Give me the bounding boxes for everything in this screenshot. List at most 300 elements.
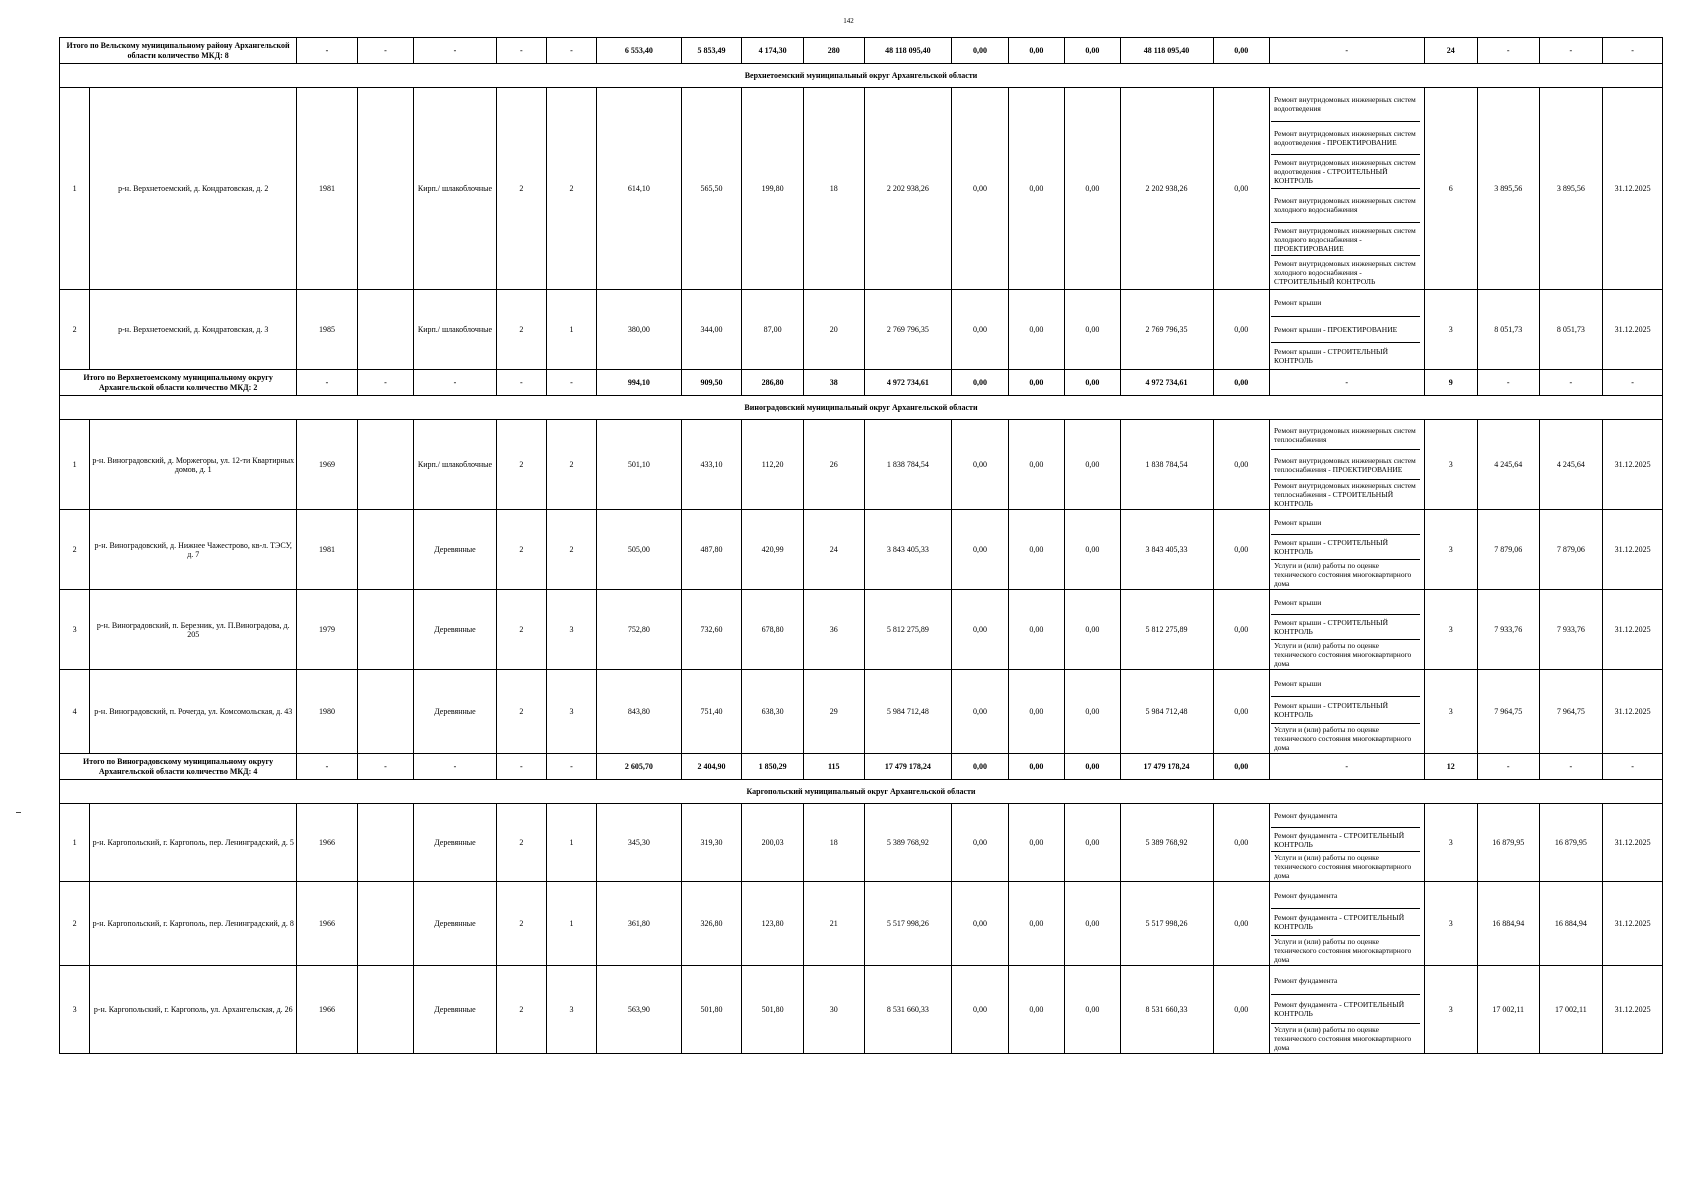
repair-works-cell <box>1269 882 1424 966</box>
house-row <box>60 590 1663 670</box>
living-area: 732,60 <box>681 590 742 670</box>
unit-cost: 7 964,75 <box>1477 670 1539 754</box>
living-area: 319,30 <box>681 804 742 882</box>
total-cell: 48 118 095,40 <box>864 38 952 64</box>
wall-material: Кирп./ шлакоблочные <box>414 290 497 370</box>
fund-federal: 0,00 <box>952 420 1008 510</box>
repair-work-item: Услуги и (или) работы по оценке технического состояния многоквартирного дома <box>1273 641 1412 668</box>
row-number: 3 <box>60 590 90 670</box>
total-area: 563,90 <box>597 966 682 1054</box>
row-number: 4 <box>60 670 90 754</box>
house-address: р-н. Каргопольский, г. Каргополь, пер. Ленинградский, д. 5 <box>90 804 297 882</box>
section-row <box>60 780 1663 804</box>
fund-regional: 0,00 <box>1008 882 1064 966</box>
fund-regional: 0,00 <box>1008 670 1064 754</box>
fund-local: 0,00 <box>1065 510 1120 590</box>
deadline: 31.12.2025 <box>1603 670 1663 754</box>
total-cell: - <box>1539 370 1603 396</box>
fund-federal: 0,00 <box>952 966 1008 1054</box>
repair-work-item: Ремонт внутридомовых инженерных систем холодного водоснабжения - СТРОИТЕЛЬНЫЙ КОНТРОЛЬ <box>1273 259 1416 287</box>
repair-cost-total: 5 812 275,89 <box>864 590 952 670</box>
repair-works-cell <box>1269 670 1424 754</box>
other-sources: 0,00 <box>1213 510 1269 590</box>
row-number: 1 <box>60 420 90 510</box>
year-reconstruction <box>357 590 413 670</box>
owned-area: 501,80 <box>742 966 804 1054</box>
fund-owners: 5 812 275,89 <box>1120 590 1213 670</box>
floors-count: 2 <box>496 420 546 510</box>
unit-cost: 17 002,11 <box>1477 966 1539 1054</box>
total-area: 501,10 <box>597 420 682 510</box>
year-reconstruction <box>357 670 413 754</box>
repair-cost-total: 1 838 784,54 <box>864 420 952 510</box>
owned-area: 123,80 <box>742 882 804 966</box>
year-built: 1985 <box>297 290 358 370</box>
repair-work-item: Ремонт крыши <box>1271 590 1420 615</box>
residents-count: 18 <box>803 88 864 290</box>
fund-owners: 5 984 712,48 <box>1120 670 1213 754</box>
total-area: 361,80 <box>597 882 682 966</box>
repair-work-item: Ремонт внутридомовых инженерных систем теплоснабжения - ПРОЕКТИРОВАНИЕ <box>1271 450 1420 480</box>
section-row <box>60 64 1663 88</box>
total-area: 345,30 <box>597 804 682 882</box>
house-row <box>60 670 1663 754</box>
deadline: 31.12.2025 <box>1603 966 1663 1054</box>
repair-work-item: Услуги и (или) работы по оценке технического состояния многоквартирного дома <box>1273 725 1412 752</box>
year-built: 1966 <box>297 882 358 966</box>
repair-work-item: Ремонт внутридомовых инженерных систем теплоснабжения - СТРОИТЕЛЬНЫЙ КОНТРОЛЬ <box>1273 481 1416 508</box>
total-cell: 0,00 <box>1008 754 1064 780</box>
repair-work-item: Ремонт фундамента - СТРОИТЕЛЬНЫЙ КОНТРОЛЬ <box>1271 909 1420 936</box>
total-cell: 0,00 <box>1065 38 1120 64</box>
repair-works-list <box>1270 882 1424 965</box>
other-sources: 0,00 <box>1213 420 1269 510</box>
total-cell: 0,00 <box>952 38 1008 64</box>
house-address: р-н. Виноградовский, д. Моржегоры, ул. 12-ти Квартирных домов, д. 1 <box>90 420 297 510</box>
year-reconstruction <box>357 88 413 290</box>
house-row <box>60 88 1663 290</box>
total-cell: - <box>496 370 546 396</box>
fund-owners: 1 838 784,54 <box>1120 420 1213 510</box>
repair-work-item: Ремонт внутридомовых инженерных систем водоотведения - ПРОЕКТИРОВАНИЕ <box>1271 122 1420 156</box>
section-title: Виноградовский муниципальный округ Архангельской области <box>60 396 1663 420</box>
fund-federal: 0,00 <box>952 88 1008 290</box>
unit-cost: 3 895,56 <box>1477 88 1539 290</box>
repair-work-item: Ремонт крыши - СТРОИТЕЛЬНЫЙ КОНТРОЛЬ <box>1271 535 1420 560</box>
repair-works-cell <box>1269 420 1424 510</box>
fund-local: 0,00 <box>1065 670 1120 754</box>
deadline: 31.12.2025 <box>1603 510 1663 590</box>
repair-work-item: Ремонт фундамента <box>1271 966 1420 995</box>
repair-works-list <box>1270 590 1424 669</box>
unit-cost-limit: 4 245,64 <box>1539 420 1603 510</box>
floors-count: 2 <box>496 290 546 370</box>
deadline: 31.12.2025 <box>1603 88 1663 290</box>
unit-cost-limit: 16 884,94 <box>1539 882 1603 966</box>
total-cell: 2 404,90 <box>681 754 742 780</box>
unit-cost-limit: 3 895,56 <box>1539 88 1603 290</box>
total-cell: 38 <box>803 370 864 396</box>
total-cell: 2 605,70 <box>597 754 682 780</box>
other-sources: 0,00 <box>1213 670 1269 754</box>
repair-cost-total: 2 769 796,35 <box>864 290 952 370</box>
works-count: 6 <box>1424 88 1477 290</box>
floors-count: 2 <box>496 510 546 590</box>
residents-count: 21 <box>803 882 864 966</box>
house-row <box>60 966 1663 1054</box>
total-cell: 4 174,30 <box>742 38 804 64</box>
fund-owners: 5 517 998,26 <box>1120 882 1213 966</box>
house-address: р-н. Верхнетоемский, д. Кондратовская, д. 2 <box>90 88 297 290</box>
total-cell: 9 <box>1424 370 1477 396</box>
unit-cost-limit: 16 879,95 <box>1539 804 1603 882</box>
total-cell: - <box>546 38 596 64</box>
works-count: 3 <box>1424 804 1477 882</box>
unit-cost-limit: 7 879,06 <box>1539 510 1603 590</box>
unit-cost-limit: 7 933,76 <box>1539 590 1603 670</box>
fund-federal: 0,00 <box>952 290 1008 370</box>
total-cell: 4 972 734,61 <box>864 370 952 396</box>
wall-material: Деревянные <box>414 966 497 1054</box>
house-address: р-н. Верхнетоемский, д. Кондратовская, д. 3 <box>90 290 297 370</box>
total-cell: 6 553,40 <box>597 38 682 64</box>
house-address: р-н. Виноградовский, д. Нижнее Чажестрово, кв-л. ТЭСУ, д. 7 <box>90 510 297 590</box>
entrances-count: 3 <box>546 670 596 754</box>
repair-work-item: Ремонт фундамента - СТРОИТЕЛЬНЫЙ КОНТРОЛЬ <box>1271 995 1420 1024</box>
repair-work-item: Ремонт внутридомовых инженерных систем водоотведения - СТРОИТЕЛЬНЫЙ КОНТРОЛЬ <box>1271 155 1420 189</box>
living-area: 501,80 <box>681 966 742 1054</box>
entrances-count: 1 <box>546 290 596 370</box>
repair-work-item: Услуги и (или) работы по оценке технического состояния многоквартирного дома <box>1273 853 1412 880</box>
repair-work-item: Ремонт крыши <box>1271 510 1420 535</box>
living-area: 751,40 <box>681 670 742 754</box>
house-address: р-н. Каргопольский, г. Каргополь, пер. Ленинградский, д. 8 <box>90 882 297 966</box>
floors-count: 2 <box>496 882 546 966</box>
house-address: р-н. Виноградовский, п. Березник, ул. П.Виноградова, д. 205 <box>90 590 297 670</box>
repair-works-cell <box>1269 966 1424 1054</box>
repair-works-cell <box>1269 290 1424 370</box>
repair-work-item: Ремонт крыши - СТРОИТЕЛЬНЫЙ КОНТРОЛЬ <box>1271 615 1420 640</box>
unit-cost-limit: 17 002,11 <box>1539 966 1603 1054</box>
entrances-count: 1 <box>546 804 596 882</box>
total-label: Итого по Вельскому муниципальному району Архангельской области количество МКД: 8 <box>60 38 297 64</box>
fund-regional: 0,00 <box>1008 290 1064 370</box>
total-label: Итого по Верхнетоемскому муниципальному округу Архангельской области количество МКД: 2 <box>60 370 297 396</box>
repair-works-cell <box>1269 590 1424 670</box>
year-reconstruction <box>357 882 413 966</box>
repair-cost-total: 5 389 768,92 <box>864 804 952 882</box>
floors-count: 2 <box>496 966 546 1054</box>
unit-cost-limit: 8 051,73 <box>1539 290 1603 370</box>
entrances-count: 1 <box>546 882 596 966</box>
repair-works-list <box>1270 88 1424 289</box>
residents-count: 36 <box>803 590 864 670</box>
entrances-count: 3 <box>546 590 596 670</box>
repair-work-item: Ремонт фундамента <box>1271 804 1420 828</box>
works-count: 3 <box>1424 420 1477 510</box>
fund-regional: 0,00 <box>1008 590 1064 670</box>
row-number: 2 <box>60 510 90 590</box>
total-cell: 115 <box>803 754 864 780</box>
other-sources: 0,00 <box>1213 966 1269 1054</box>
repair-works-list <box>1270 420 1424 509</box>
capital-repair-register-table <box>59 37 1663 1054</box>
wall-material: Деревянные <box>414 804 497 882</box>
year-built: 1966 <box>297 804 358 882</box>
floors-count: 2 <box>496 88 546 290</box>
works-count: 3 <box>1424 882 1477 966</box>
total-cell: 286,80 <box>742 370 804 396</box>
repair-cost-total: 2 202 938,26 <box>864 88 952 290</box>
repair-work-item: Ремонт внутридомовых инженерных систем теплоснабжения <box>1271 420 1420 450</box>
unit-cost: 7 879,06 <box>1477 510 1539 590</box>
year-reconstruction <box>357 290 413 370</box>
total-cell: - <box>1603 370 1663 396</box>
total-cell: 48 118 095,40 <box>1120 38 1213 64</box>
fund-regional: 0,00 <box>1008 966 1064 1054</box>
repair-cost-total: 8 531 660,33 <box>864 966 952 1054</box>
total-cell: 280 <box>803 38 864 64</box>
repair-works-cell <box>1269 804 1424 882</box>
total-cell: - <box>1477 754 1539 780</box>
deadline: 31.12.2025 <box>1603 804 1663 882</box>
works-count: 3 <box>1424 966 1477 1054</box>
entrances-count: 2 <box>546 510 596 590</box>
year-built: 1981 <box>297 88 358 290</box>
row-number: 1 <box>60 804 90 882</box>
total-area: 614,10 <box>597 88 682 290</box>
total-cell: 0,00 <box>1065 754 1120 780</box>
repair-work-item: Ремонт внутридомовых инженерных систем водоотведения <box>1271 88 1420 122</box>
unit-cost-limit: 7 964,75 <box>1539 670 1603 754</box>
residents-count: 26 <box>803 420 864 510</box>
repair-work-item: Услуги и (или) работы по оценке технического состояния многоквартирного дома <box>1273 1025 1412 1052</box>
total-cell: - <box>1539 38 1603 64</box>
repair-works-cell <box>1269 510 1424 590</box>
fund-owners: 8 531 660,33 <box>1120 966 1213 1054</box>
house-row <box>60 420 1663 510</box>
unit-cost: 8 051,73 <box>1477 290 1539 370</box>
works-count: 3 <box>1424 510 1477 590</box>
total-area: 505,00 <box>597 510 682 590</box>
repair-work-item: Ремонт крыши <box>1271 670 1420 697</box>
total-cell: - <box>496 754 546 780</box>
total-cell: 0,00 <box>1213 38 1269 64</box>
total-area: 380,00 <box>597 290 682 370</box>
total-cell: - <box>357 754 413 780</box>
house-row <box>60 804 1663 882</box>
fund-local: 0,00 <box>1065 966 1120 1054</box>
deadline: 31.12.2025 <box>1603 420 1663 510</box>
repair-cost-total: 5 984 712,48 <box>864 670 952 754</box>
entrances-count: 2 <box>546 88 596 290</box>
total-cell: - <box>1603 754 1663 780</box>
living-area: 344,00 <box>681 290 742 370</box>
floors-count: 2 <box>496 590 546 670</box>
repair-cost-total: 5 517 998,26 <box>864 882 952 966</box>
fund-local: 0,00 <box>1065 882 1120 966</box>
total-cell: - <box>297 38 358 64</box>
owned-area: 199,80 <box>742 88 804 290</box>
total-cell: 5 853,49 <box>681 38 742 64</box>
repair-works-list <box>1270 290 1424 369</box>
residents-count: 24 <box>803 510 864 590</box>
year-built: 1980 <box>297 670 358 754</box>
fund-local: 0,00 <box>1065 420 1120 510</box>
section-title: Каргопольский муниципальный округ Архангельской области <box>60 780 1663 804</box>
owned-area: 638,30 <box>742 670 804 754</box>
fund-local: 0,00 <box>1065 804 1120 882</box>
section-title: Верхнетоемский муниципальный округ Архангельской области <box>60 64 1663 88</box>
repair-work-item: Ремонт внутридомовых инженерных систем холодного водоснабжения <box>1271 189 1420 223</box>
total-cell: 0,00 <box>1008 38 1064 64</box>
total-cell: 0,00 <box>952 754 1008 780</box>
total-cell: 4 972 734,61 <box>1120 370 1213 396</box>
house-address: р-н. Каргопольский, г. Каргополь, ул. Архангельская, д. 26 <box>90 966 297 1054</box>
total-row <box>60 370 1663 396</box>
total-cell: - <box>1539 754 1603 780</box>
fund-owners: 3 843 405,33 <box>1120 510 1213 590</box>
fund-federal: 0,00 <box>952 882 1008 966</box>
total-cell: 17 479 178,24 <box>1120 754 1213 780</box>
owned-area: 87,00 <box>742 290 804 370</box>
unit-cost: 16 884,94 <box>1477 882 1539 966</box>
total-cell: - <box>357 38 413 64</box>
year-reconstruction <box>357 510 413 590</box>
year-built: 1969 <box>297 420 358 510</box>
repair-work-item: Ремонт крыши - ПРОЕКТИРОВАНИЕ <box>1271 317 1420 344</box>
total-cell: - <box>1269 754 1424 780</box>
row-number: 1 <box>60 88 90 290</box>
page-number: 142 <box>843 17 854 25</box>
table-body <box>60 38 1663 1054</box>
total-cell: - <box>357 370 413 396</box>
other-sources: 0,00 <box>1213 590 1269 670</box>
repair-work-item: Ремонт крыши <box>1271 290 1420 317</box>
entrances-count: 2 <box>546 420 596 510</box>
works-count: 3 <box>1424 590 1477 670</box>
wall-material: Деревянные <box>414 670 497 754</box>
repair-work-item: Ремонт внутридомовых инженерных систем холодного водоснабжения - ПРОЕКТИРОВАНИЕ <box>1271 223 1420 257</box>
total-area: 843,80 <box>597 670 682 754</box>
row-number: 2 <box>60 882 90 966</box>
owned-area: 112,20 <box>742 420 804 510</box>
total-cell: 1 850,29 <box>742 754 804 780</box>
total-area: 752,80 <box>597 590 682 670</box>
fund-regional: 0,00 <box>1008 88 1064 290</box>
total-cell: 0,00 <box>1065 370 1120 396</box>
other-sources: 0,00 <box>1213 882 1269 966</box>
row-number: 3 <box>60 966 90 1054</box>
residents-count: 18 <box>803 804 864 882</box>
other-sources: 0,00 <box>1213 88 1269 290</box>
living-area: 565,50 <box>681 88 742 290</box>
row-number: 2 <box>60 290 90 370</box>
repair-works-list <box>1270 510 1424 589</box>
total-cell: - <box>1477 370 1539 396</box>
living-area: 326,80 <box>681 882 742 966</box>
total-cell: - <box>1477 38 1539 64</box>
residents-count: 30 <box>803 966 864 1054</box>
works-count: 3 <box>1424 670 1477 754</box>
repair-cost-total: 3 843 405,33 <box>864 510 952 590</box>
total-row <box>60 38 1663 64</box>
house-row <box>60 510 1663 590</box>
repair-work-item: Услуги и (или) работы по оценке технического состояния многоквартирного дома <box>1273 937 1412 964</box>
fund-federal: 0,00 <box>952 670 1008 754</box>
year-built: 1966 <box>297 966 358 1054</box>
wall-material: Деревянные <box>414 882 497 966</box>
repair-works-list <box>1270 670 1424 753</box>
fund-federal: 0,00 <box>952 804 1008 882</box>
wall-material: Деревянные <box>414 510 497 590</box>
year-built: 1981 <box>297 510 358 590</box>
total-cell: - <box>546 754 596 780</box>
deadline: 31.12.2025 <box>1603 882 1663 966</box>
owned-area: 420,99 <box>742 510 804 590</box>
fund-local: 0,00 <box>1065 590 1120 670</box>
total-cell: - <box>546 370 596 396</box>
unit-cost: 16 879,95 <box>1477 804 1539 882</box>
fund-owners: 2 769 796,35 <box>1120 290 1213 370</box>
scan-mark <box>16 812 21 813</box>
wall-material: Деревянные <box>414 590 497 670</box>
unit-cost: 4 245,64 <box>1477 420 1539 510</box>
total-cell: - <box>1269 370 1424 396</box>
year-built: 1979 <box>297 590 358 670</box>
total-cell: - <box>1269 38 1424 64</box>
owned-area: 678,80 <box>742 590 804 670</box>
total-label: Итого по Виноградовскому муниципальному округу Архангельской области количество МКД: 4 <box>60 754 297 780</box>
fund-owners: 2 202 938,26 <box>1120 88 1213 290</box>
year-reconstruction <box>357 804 413 882</box>
entrances-count: 3 <box>546 966 596 1054</box>
total-cell: - <box>414 38 497 64</box>
living-area: 487,80 <box>681 510 742 590</box>
residents-count: 20 <box>803 290 864 370</box>
house-address: р-н. Виноградовский, п. Рочегда, ул. Комсомольская, д. 43 <box>90 670 297 754</box>
repair-work-item: Ремонт крыши - СТРОИТЕЛЬНЫЙ КОНТРОЛЬ <box>1271 697 1420 724</box>
house-row <box>60 882 1663 966</box>
owned-area: 200,03 <box>742 804 804 882</box>
repair-work-item: Услуги и (или) работы по оценке технического состояния многоквартирного дома <box>1273 561 1412 588</box>
repair-works-list <box>1270 804 1424 881</box>
section-row <box>60 396 1663 420</box>
deadline: 31.12.2025 <box>1603 590 1663 670</box>
total-cell: 12 <box>1424 754 1477 780</box>
repair-work-item: Ремонт фундамента - СТРОИТЕЛЬНЫЙ КОНТРОЛЬ <box>1271 828 1420 852</box>
fund-regional: 0,00 <box>1008 420 1064 510</box>
total-cell: - <box>414 754 497 780</box>
floors-count: 2 <box>496 670 546 754</box>
total-cell: 994,10 <box>597 370 682 396</box>
year-reconstruction <box>357 966 413 1054</box>
other-sources: 0,00 <box>1213 804 1269 882</box>
total-cell: 0,00 <box>1213 754 1269 780</box>
year-reconstruction <box>357 420 413 510</box>
residents-count: 29 <box>803 670 864 754</box>
floors-count: 2 <box>496 804 546 882</box>
unit-cost: 7 933,76 <box>1477 590 1539 670</box>
fund-local: 0,00 <box>1065 88 1120 290</box>
deadline: 31.12.2025 <box>1603 290 1663 370</box>
fund-federal: 0,00 <box>952 510 1008 590</box>
repair-works-list <box>1270 966 1424 1053</box>
repair-works-cell <box>1269 88 1424 290</box>
total-cell: 24 <box>1424 38 1477 64</box>
total-row <box>60 754 1663 780</box>
total-cell: 0,00 <box>952 370 1008 396</box>
